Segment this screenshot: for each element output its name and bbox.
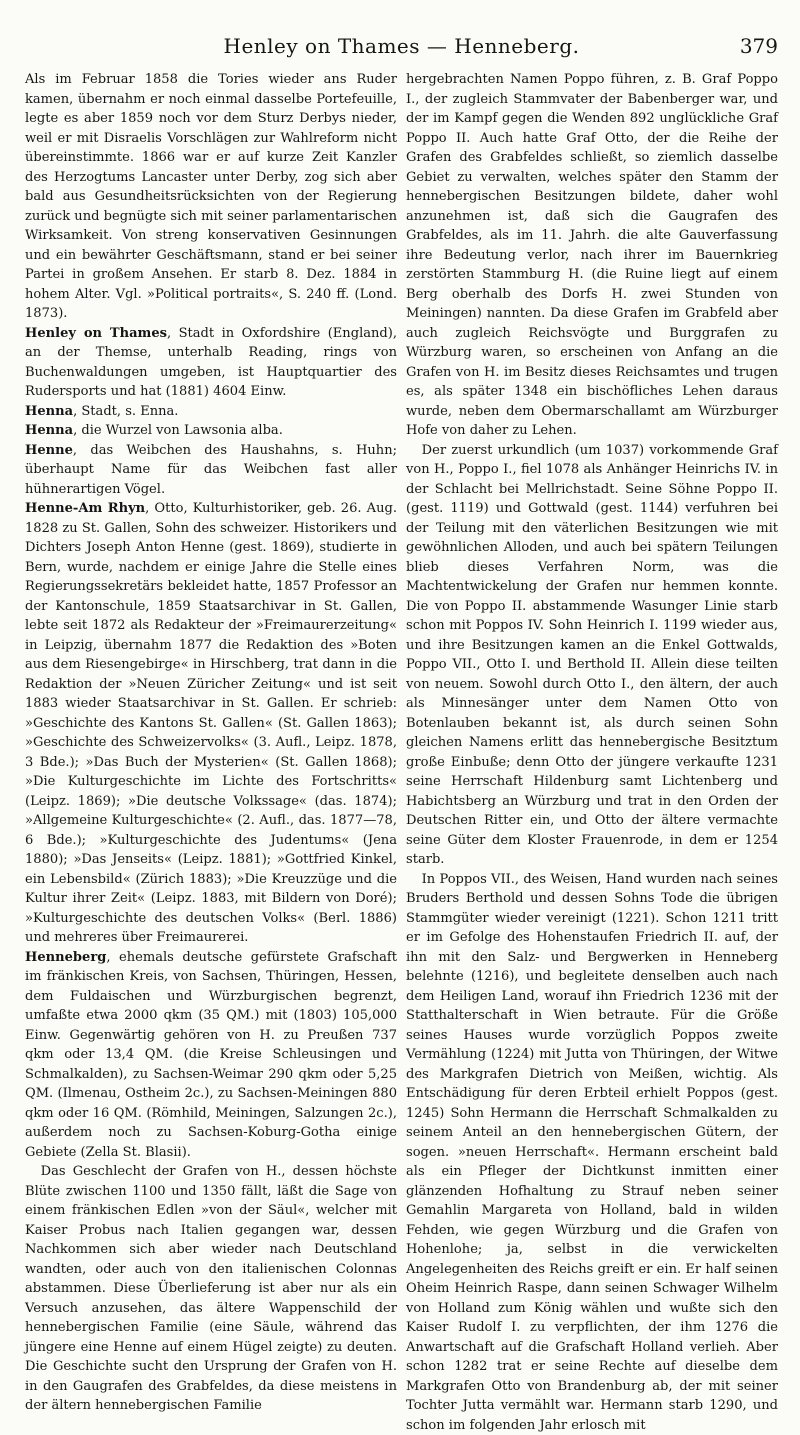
entry-headword: Henne-Am Rhyn: [25, 501, 145, 516]
entry-text: , Stadt in Oxfordshire (England), an der Themse, unterhalb Reading, rings von Buchenwaldungen umgeben, ist Hauptquartier des Rudersports und hat (1881) 4604 Einw.: [25, 326, 397, 400]
entry-text: , Otto, Kulturhistoriker, geb. 26. Aug. 1828 zu St. Gallen, Sohn des schweizer. Historikers und Dichters Joseph Anton Henne (gest. 1869), studierte in Bern, wurde, nachdem er einige Jahre die Stelle eines Regierungssekretärs bekleidet hatte, 1857 Professor an der Kantonschule, 1859 Staatsarchivar in St. Gallen, lebte seit 1872 als Redakteur der »Freimaurerzeitung« in Leipzig, übernahm 1877 die Redaktion des »Boten aus dem Riesengebirge« in Hirschberg, trat dann in die Redaktion der »Neuen Züricher Zeitung« und ist seit 1883 wieder Staatsarchivar in St. Gallen. Er schrieb: »Geschichte des Kantons St. Gallen« (St. Gallen 1863); »Geschichte des Schweizervolks« (3. Aufl., Leipz. 1878, 3 Bde.); »Das Buch der Mysterien« (St. Gallen 1868); »Die Kulturgeschichte im Lichte des Fortschritts« (Leipz. 1869); »Die deutsche Volkssage« (das. 1874); »Allgemeine Kulturgeschichte« (2. Aufl., das. 1877—78, 6 Bde.); »Kulturgeschichte des Judentums« (Jena 1880); »Das Jenseits« (Leipz. 1881); »Gottfried Kinkel, ein Lebensbild« (Zürich 1883); »Die Kreuzzüge und die Kultur ihrer Zeit« (Leipz. 1883, mit Bildern von Doré); »Kulturgeschichte des deutschen Volks« (Berl. 1886) und mehreres über Freimaurerei.: [25, 501, 397, 945]
running-header: [25, 32, 778, 66]
paragraph: [406, 70, 778, 441]
entry-text: In Poppos VII., des Weisen, Hand wurden nach seines Bruders Berthold und dessen Sohns Tode die übrigen Stammgüter wieder vereinigt (1221). Schon 1211 tritt er im Gefolge des Hohenstaufen Friedrich II. auf, der ihn mit den Salz- und Bergwerken in Henneberg belehnte (1216), und begleitete denselben auch nach dem Heiligen Land, worauf ihn Friedrich 1236 mit der Statthalterschaft in Wien betraute. Für die Größe seines Hauses wurde vorzüglich Poppos zweite Vermählung (1224) mit Jutta von Thüringen, der Witwe des Markgrafen Dietrich von Meißen, wichtig. Als Entschädigung für deren Erbteil erhielt Poppos (gest. 1245) Sohn Hermann die Herrschaft Schmalkalden zu seinem Anteil an den hennebergischen Gütern, der sogen. »neuen Herrschaft«. Hermann erscheint bald als ein Pfleger der Dichtkunst inmitten einer glänzenden Hofhaltung zu Strauf neben seiner Gemahlin Margareta von Holland, bald in wilden Fehden, wie gegen Würzburg und die Grafen von Hohenlohe; ja, selbst in die verwickelten Angelegenheiten des Reichs greift er ein. Er half seinen Oheim Heinrich Raspe, dann seinen Schwager Wilhelm von Holland zum König wählen und wußte sich den Kaiser Rudolf I. zu verpflichten, der ihm 1276 die Anwartschaft auf die Grafschaft Holland verlieh. Aber schon 1282 trat er seine Rechte auf dieselbe dem Markgrafen Otto von Brandenburg ab, der mit seiner Tochter Jutta vermählt war. Hermann starb 1290, und schon im folgenden Jahr erlosch mit: [406, 872, 778, 1433]
entry-text: Als im Februar 1858 die Tories wieder ans Ruder kamen, übernahm er noch einmal dasselbe Portefeuille, legte es aber 1859 noch vor dem Sturz Derbys nieder, weil er mit Disraelis Vorschlägen zur Wahlreform nicht übereinstimmte. 1866 war er auf kurze Zeit Kanzler des Herzogtums Lancaster unter Derby, zog sich aber bald aus Gesundheitsrücksichten von der Regierung zurück und begnügte sich mit seiner parlamentarischen Wirksamkeit. Von streng konservativen Gesinnungen und ein bewährter Geschäftsmann, stand er bei seiner Partei in großem Ansehen. Er starb 8. Dez. 1884 in hohem Alter. Vgl. »Political portraits«, S. 240 ff. (Lond. 1873).: [25, 72, 397, 321]
left-column: [25, 70, 397, 1435]
entry-text: hergebrachten Namen Poppo führen, z. B. Graf Poppo I., der zugleich Stammvater der Babenberger war, und der im Kampf gegen die Wenden 892 unglückliche Graf Poppo II. Auch hatte Graf Otto, der die Reihe der Grafen des Grabfeldes schließt, so ziemlich dasselbe Gebiet zu verwalten, welches später den Stamm der hennebergischen Besitzungen bildete, daher wohl anzunehmen ist, daß sich die Gaugrafen des Grabfeldes, als im 11. Jahrh. die alte Gauverfassung ihre Bedeutung verlor, nach ihrer im Bauernkrieg zerstörten Stammburg H. (die Ruine liegt auf einem Berg oberhalb des Dorfs H. zwei Stunden von Meiningen) nannten. Da diese Grafen im Grabfeld aber auch zugleich Reichsvögte und Burggrafen zu Würzburg waren, so erscheinen von Anfang an die Grafen von H. im Besitz dieses Reichsamtes und trugen es, als später 1348 ein bischöfliches Lehen daraus wurde, neben dem Obermarschallamt am Würzburger Hofe von daher zu Lehen.: [406, 72, 778, 438]
entry-text: Der zuerst urkundlich (um 1037) vorkommende Graf von H., Poppo I., fiel 1078 als Anhänger Heinrichs IV. in der Schlacht bei Mellrichstadt. Seine Söhne Poppo II. (gest. 1119) und Gottwald (gest. 1144) verfuhren bei der Teilung mit den väterlichen Besitzungen wie mit gewöhnlichen Alloden, und auch bei spätern Teilungen blieb dieses Verfahren Norm, was die Machtentwickelung der Grafen nur hemmen konnte. Die von Poppo II. abstammende Wasunger Linie starb schon mit Poppos IV. Sohn Heinrich I. 1199 wieder aus, und ihre Besitzungen kamen an die Enkel Gottwalds, Poppo VII., Otto I. und Berthold II. Allein diese teilten von neuem. Sowohl durch Otto I., den ältern, der auch als Minnesänger unter dem Namen Otto von Botenlauben bekannt ist, als durch seinen Sohn gleichen Namens erlitt das hennebergische Besitztum große Einbuße; denn Otto der jüngere verkaufte 1231 seine Herrschaft Hildenburg samt Lichtenberg und Habichtsberg an Würzburg und trat in den Orden der Deutschen Ritter ein, und Otto der ältere vermachte seine Güter dem Kloster Frauenrode, in dem er 1254 starb.: [406, 443, 778, 868]
header-title: Henley on Thames — Henneberg.: [25, 34, 778, 58]
entry-text: , das Weibchen des Haushahns, s. Huhn; überhaupt Name für das Weibchen fast aller hühnerartigen Vögel.: [25, 443, 397, 497]
paragraph: [25, 324, 397, 402]
entry-text: , Stadt, s. Enna.: [73, 404, 178, 419]
paragraph: [25, 402, 397, 422]
paragraph: [25, 1162, 397, 1416]
paragraph: [406, 870, 778, 1435]
entry-text: Das Geschlecht der Grafen von H., dessen höchste Blüte zwischen 1100 und 1350 fällt, läßt die Sage von einem fränkischen Edlen »von der Säul«, welcher mit Kaiser Probus nach Italien gegangen war, dessen Nachkommen sich aber wieder nach Deutschland wandten, oder auch von den italienischen Colonnas abstammen. Diese Überlieferung ist aber nur als ein Versuch anzusehen, das ältere Wappenschild der hennebergischen Familie (eine Säule, während das jüngere eine Henne auf einem Hügel zeigte) zu deuten. Die Geschichte sucht den Ursprung der Grafen von H. in den Gaugrafen des Grabfeldes, da diese meistens in der ältern hennebergischen Familie: [25, 1164, 397, 1413]
paragraph: [25, 441, 397, 500]
entry-headword: Henne: [25, 443, 73, 458]
entry-headword: Henna: [25, 404, 73, 419]
page-number: 379: [740, 34, 778, 58]
text-columns: [25, 70, 778, 1435]
right-column: [406, 70, 778, 1435]
paragraph: [25, 421, 397, 441]
paragraph: [25, 499, 397, 948]
entry-headword: Henna: [25, 423, 73, 438]
entry-text: , ehemals deutsche gefürstete Grafschaft im fränkischen Kreis, von Sachsen, Thüringen, Hessen, dem Fuldaischen und Würzburgischen begrenzt, umfaßte etwa 2000 qkm (35 QM.) mit (1803) 105,000 Einw. Gegenwärtig gehören von H. zu Preußen 737 qkm oder 13,4 QM. (die Kreise Schleusingen und Schmalkalden), zu Sachsen-Weimar 290 qkm oder 5,25 QM. (Ilmenau, Ostheim 2c.), zu Sachsen-Meiningen 880 qkm oder 16 QM. (Römhild, Meiningen, Salzungen 2c.), außerdem noch zu Sachsen-Koburg-Gotha einige Gebiete (Zella St. Blasii).: [25, 950, 397, 1160]
paragraph: [406, 441, 778, 870]
paragraph: [25, 948, 397, 1163]
entry-text: , die Wurzel von Lawsonia alba.: [73, 423, 283, 438]
entry-headword: Henley on Thames: [25, 326, 167, 341]
paragraph: [25, 70, 397, 324]
entry-headword: Henneberg: [25, 950, 106, 965]
